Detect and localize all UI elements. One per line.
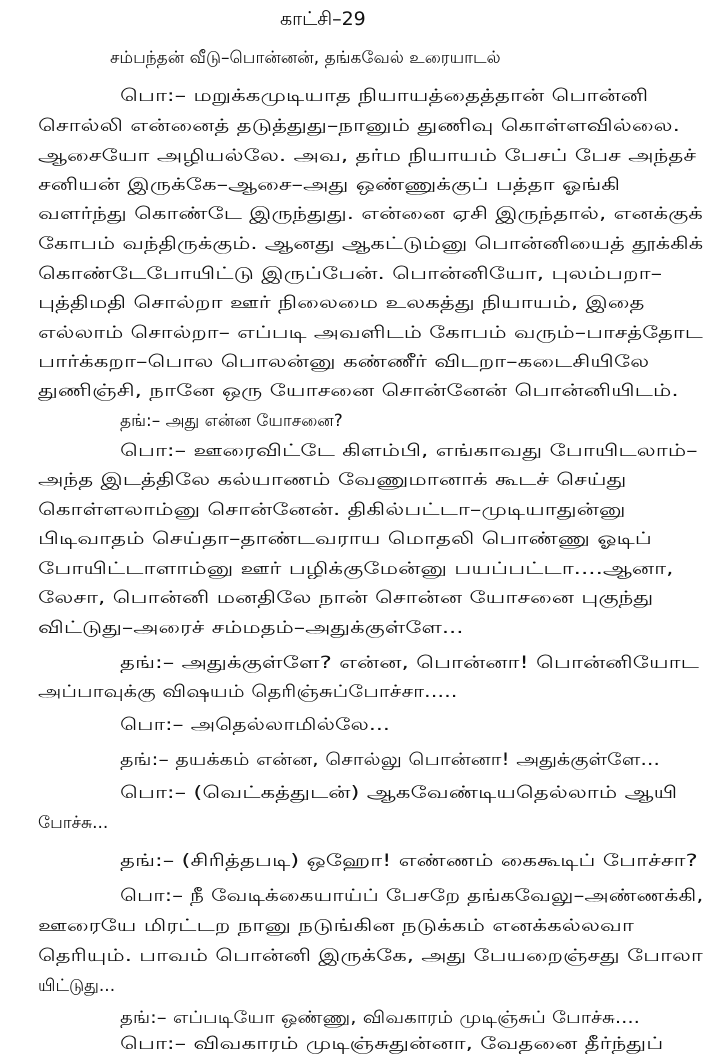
text-line: தங்:– தயக்கம் என்ன, சொல்லு பொன்னா! அதுக்குள்ளே... xyxy=(120,750,660,770)
scene-title: காட்சி–29 xyxy=(280,8,366,30)
text-line: தங்:– எப்படியோ ஒண்ணு, விவகாரம் முடிஞ்சுப் போச்சு.... xyxy=(120,1008,640,1028)
text-line: பிடிவாதம் செய்தா–தாண்டவராய மொதலி பொண்ணு ஓடிப் xyxy=(38,529,652,549)
text-line: தங்:– (சிரித்தபடி) ஒஹோ! எண்ணம் கைகூடிப் போச்சா? xyxy=(120,851,698,871)
text-line: எல்லாம் சொல்றா– எப்படி அவளிடம் கோபம் வரும்–பாசத்தோட xyxy=(38,323,703,343)
text-line: யிட்டுது... xyxy=(38,976,116,996)
text-line: பொ:– நீ வேடிக்கையாய்ப் பேசறே தங்கவேலு–அண்ணக்கி, xyxy=(120,886,704,906)
text-line: விட்டுது–அரைச் சம்மதம்–அதுக்குள்ளே... xyxy=(38,618,464,638)
text-line: சனியன் இருக்கே–ஆசை–அது ஒண்ணுக்குப் பத்தா ஓங்கி xyxy=(38,175,621,195)
text-line: போயிட்டாளாம்னு ஊர் பழிக்குமேன்னு பயப்பட்டா....ஆனா, xyxy=(38,559,674,579)
text-line: பொ:– மறுக்கமுடியாத நியாயத்தைத்தான் பொன்னி xyxy=(120,86,649,106)
text-line: லேசா, பொன்னி மனதிலே நான் சொன்ன யோசனை புகுந்து xyxy=(38,588,654,608)
text-line: துணிஞ்சி, நானே ஒரு யோசனை சொன்னேன் பொன்னியிடம். xyxy=(38,381,679,401)
text-line: பொ:– விவகாரம் முடிஞ்சுதுன்னா, வேதனை தீர்ந்துப் xyxy=(120,1034,664,1054)
text-line: பொ:– (வெட்கத்துடன்) ஆகவேண்டியதெல்லாம் ஆயி xyxy=(120,783,678,803)
text-line: பார்க்கறா–பொல பொலன்னு கண்ணீர் விடறா–கடைசியிலே xyxy=(38,352,650,372)
text-line: கொண்டேபோயிட்டு இருப்பேன். பொன்னியோ, புலம்பறா– xyxy=(38,264,663,284)
text-line: தங்:– அதுக்குள்ளே? என்ன, பொன்னா! பொன்னியோட xyxy=(120,653,699,673)
text-line: தங்:– அது என்ன யோசனை? xyxy=(120,411,343,431)
text-line: சொல்லி என்னைத் தடுத்துது–நானும் துணிவு கொள்ளவில்லை. xyxy=(38,116,680,136)
text-line: அப்பாவுக்கு விஷயம் தெரிஞ்சுப்போச்சா..... xyxy=(38,682,458,702)
text-line: வளர்ந்து கொண்டே இருந்துது. என்னை ஏசி இருந்தால், எனக்குக் xyxy=(38,204,703,224)
text-line: அந்த இடத்திலே கல்யாணம் வேணுமானாக் கூடச் செய்து xyxy=(38,470,627,490)
text-line: பொ:– ஊரைவிட்டே கிளம்பி, எங்காவது போயிடலாம்– xyxy=(120,441,698,461)
text-line: ஊரையே மிரட்டற நானு நடுங்கின நடுக்கம் எனக்கல்லவா xyxy=(38,916,634,936)
scene-heading: சம்பந்தன் வீடு–பொன்னன், தங்கவேல் உரையாடல் xyxy=(110,48,501,68)
text-line: போச்சு... xyxy=(38,813,109,833)
text-line: கோபம் வந்திருக்கும். ஆனது ஆகட்டும்னு பொன்னியைத் தூக்கிக் xyxy=(38,234,704,254)
text-line: பொ:– அதெல்லாமில்லே... xyxy=(120,715,390,735)
text-line: ஆசையோ அழியல்லே. அவ, தர்ம நியாயம் பேசப் பேச அந்தச் xyxy=(38,146,697,166)
text-line: புத்திமதி சொல்றா ஊர் நிலைமை உலகத்து நியாயம், இதை xyxy=(38,293,645,313)
text-line: கொள்ளலாம்னு சொன்னேன். திகில்பட்டா–முடியாதுன்னு xyxy=(38,500,626,520)
text-line: தெரியும். பாவம் பொன்னி இருக்கே, அது பேயறைஞ்சது போலா xyxy=(38,946,703,966)
